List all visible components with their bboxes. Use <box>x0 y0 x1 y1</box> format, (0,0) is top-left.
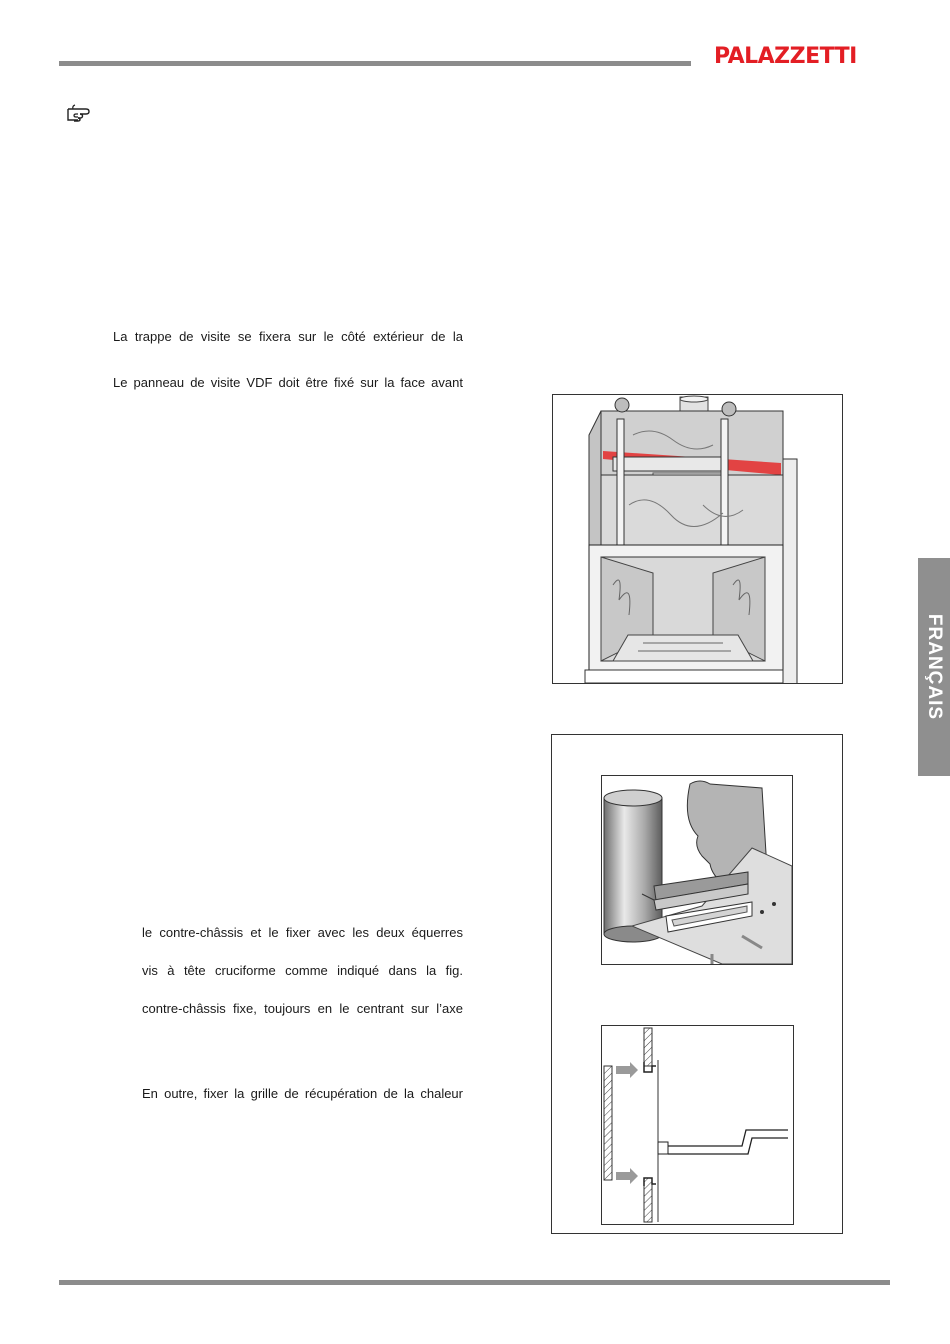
figure-cross-section <box>601 1025 794 1225</box>
figure-exploded-view <box>601 775 793 965</box>
figure-fireplace-insert <box>552 394 843 684</box>
pointing-hand-icon <box>66 103 100 125</box>
text-line-3: le contre-châssis et le fixer avec les deux équerres <box>142 925 463 940</box>
footer-rule <box>59 1280 890 1285</box>
language-tab[interactable] <box>918 558 950 776</box>
text-line-5: contre-châssis fixe, toujours en le centrant sur l’axe <box>142 1001 463 1016</box>
text-line-6: En outre, fixer la grille de récupération de la chaleur <box>142 1086 463 1101</box>
header-rule <box>59 61 691 66</box>
brand-logo: PALAZZETTI <box>714 44 857 69</box>
figure-access-panel-assembly <box>551 734 843 1234</box>
text-line-4: vis à tête cruciforme comme indiqué dans la fig. <box>142 963 463 978</box>
language-tab-label: FRANÇAIS <box>924 613 945 721</box>
text-line-2: Le panneau de visite VDF doit être fixé sur la face avant <box>113 375 463 390</box>
text-line-1: La trappe de visite se fixera sur le côté extérieur de la <box>113 329 463 344</box>
